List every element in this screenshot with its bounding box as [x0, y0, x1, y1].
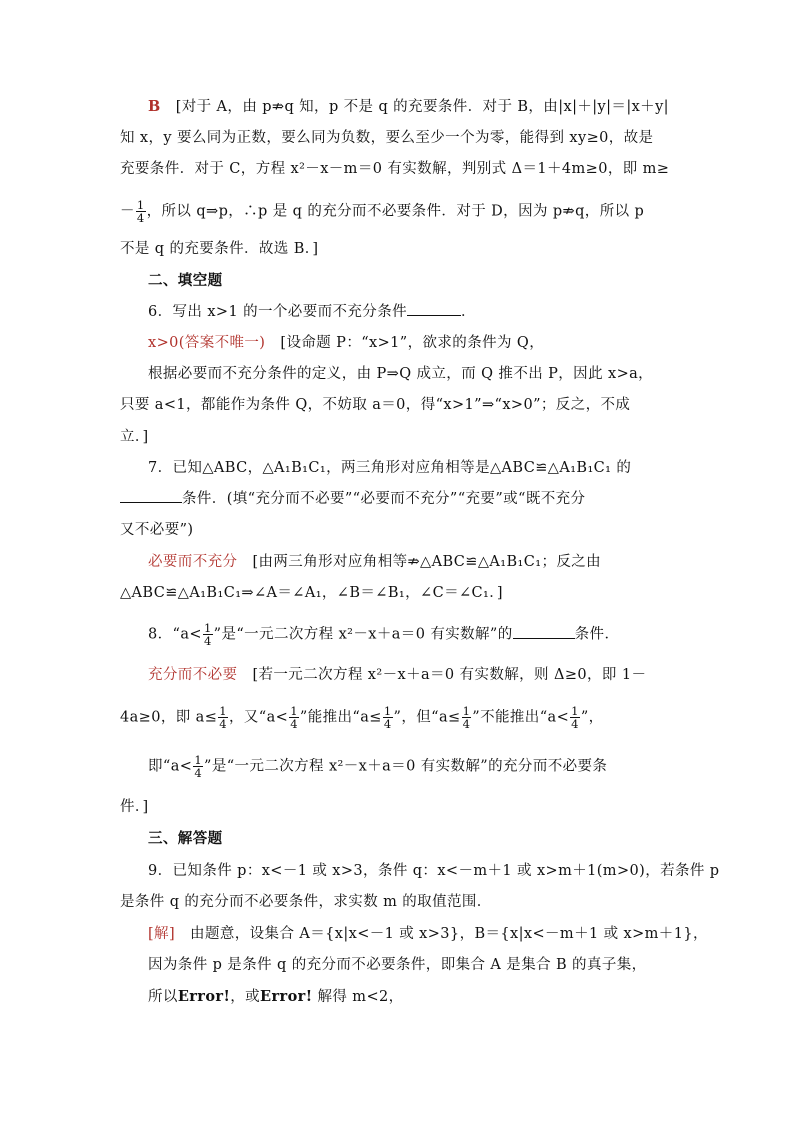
- q6-line-4: 立．]: [120, 429, 149, 445]
- q7-line-3: 又不必要”): [120, 522, 194, 538]
- q9-solution-1: [解] 由题意，设集合 A＝{x|x<－1 或 x>3}，B＝{x|x<－m＋1 或 x>m＋1}，: [148, 926, 708, 942]
- q5-line-2: 知 x，y 要么同为正数，要么同为负数，要么至少一个为零，能得到 xy≥0，故是: [120, 130, 654, 146]
- q6-line-answer: x>0(答案不唯一) [设命题 P：“x>1”，欲求的条件为 Q，: [148, 335, 545, 351]
- section-heading-solve: 三、解答题: [148, 831, 223, 847]
- q9-solution-3: 所以Error!，或Error! 解得 m<2，: [148, 988, 404, 1005]
- fraction: $\frac{1}{4}$: [194, 753, 203, 780]
- fraction: $\frac{1}{4}$: [136, 198, 145, 225]
- q6-question: 6．写出 x>1 的一个必要而不充分条件 ．: [148, 301, 708, 323]
- fraction: $\frac{1}{4}$: [219, 704, 227, 731]
- q7-explain-2: △ABC≌△A₁B₁C₁⇒∠A＝∠A₁，∠B＝∠B₁，∠C＝∠C₁．]: [120, 585, 503, 601]
- q8-question: 8．“a< $\frac{1}{4}$ ”是“一元二次方程 x²－x＋a＝0 有实数解”的 条件．: [148, 621, 620, 648]
- q8-answer-line: 充分而不必要 [若一元二次方程 x²－x＋a＝0 有实数解，则 Δ≥0，即 1－: [148, 667, 647, 683]
- q7-answer-line: 必要而不充分 [由两三角形对应角相等⇏△ABC≌△A₁B₁C₁；反之由: [148, 554, 602, 570]
- q7-line-2: 条件．(填“充分而不必要”“必要而不充分”“充要”或“既不充分: [120, 488, 680, 510]
- q9-solution-2: 因为条件 p 是条件 q 的充分而不必要条件，即集合 A 是集合 B 的真子集，: [148, 957, 647, 973]
- fraction: $\frac{1}{4}$: [462, 704, 471, 731]
- q8-explain-3: 即“a< $\frac{1}{4}$ ”是“一元二次方程 x²－x＋a＝0 有实数解”的充分而不必要条: [148, 753, 608, 780]
- error-text: Error!: [177, 988, 231, 1005]
- q5-line-3: 充要条件．对于 C，方程 x²－x－m＝0 有实数解，判别式 Δ＝1＋4m≥0，即 m≥: [120, 161, 670, 177]
- answer-blank: [513, 624, 575, 639]
- q5-text: [对于 A，由 p⇏q 知，p 不是 q 的充要条件．对于 B，由|x|＋|y|＝|x＋y|: [175, 99, 669, 115]
- error-text: Error!: [260, 988, 313, 1005]
- q7-line-1: 7．已知△ABC，△A₁B₁C₁，两三角形对应角相等是△ABC≌△A₁B₁C₁ 的: [148, 460, 632, 476]
- q9-solution-label: [解]: [148, 926, 176, 942]
- q9-line-1: 9．已知条件 p：x<－1 或 x>3，条件 q：x<－m＋1 或 x>m＋1(m>0)，若条件 p: [148, 863, 720, 879]
- q5-line-4: － $\frac{1}{4}$ ，所以 q⇒p，∴p 是 q 的充分而不必要条件．对于 D，因为 p⇏q，所以 p: [120, 198, 645, 225]
- fraction: $\frac{1}{4}$: [571, 704, 579, 731]
- section-heading-fill-blank: 二、填空题: [148, 273, 223, 289]
- fraction: $\frac{1}{4}$: [290, 704, 298, 731]
- q6-answer: x>0(答案不唯一): [148, 335, 266, 351]
- q5-answer-letter: B: [148, 98, 161, 115]
- q5-line-5: 不是 q 的充要条件．故选 B．]: [120, 241, 319, 257]
- fraction: $\frac{1}{4}$: [203, 621, 212, 648]
- q9-line-2: 是条件 q 的充分而不必要条件，求实数 m 的取值范围．: [120, 894, 492, 910]
- fraction: $\frac{1}{4}$: [383, 704, 392, 731]
- q8-answer: 充分而不必要: [148, 667, 238, 683]
- q6-line-2: 根据必要而不充分条件的定义，由 P⇒Q 成立，而 Q 推不出 P，因此 x>a，: [148, 366, 654, 382]
- answer-blank: [407, 301, 461, 316]
- q8-explain-2: 4a≥0，即 a≤ $\frac{1}{4}$ ，又“a< $\frac{1}{4}$ ”能推出“a≤ $\frac{1}{4}$ ”，但“a≤ $\frac{1}{4}$ ”不能推出“a< $\frac{1}{4}$ ”，: [120, 704, 604, 731]
- answer-blank: [120, 488, 182, 503]
- q8-explain-4: 件．]: [120, 799, 149, 815]
- q6-line-3: 只要 a<1，都能作为条件 Q，不妨取 a＝0，得“x>1”⇒“x>0”；反之，不成: [120, 397, 631, 413]
- q5-line-1: [148, 96, 708, 118]
- q7-answer: 必要而不充分: [148, 554, 238, 570]
